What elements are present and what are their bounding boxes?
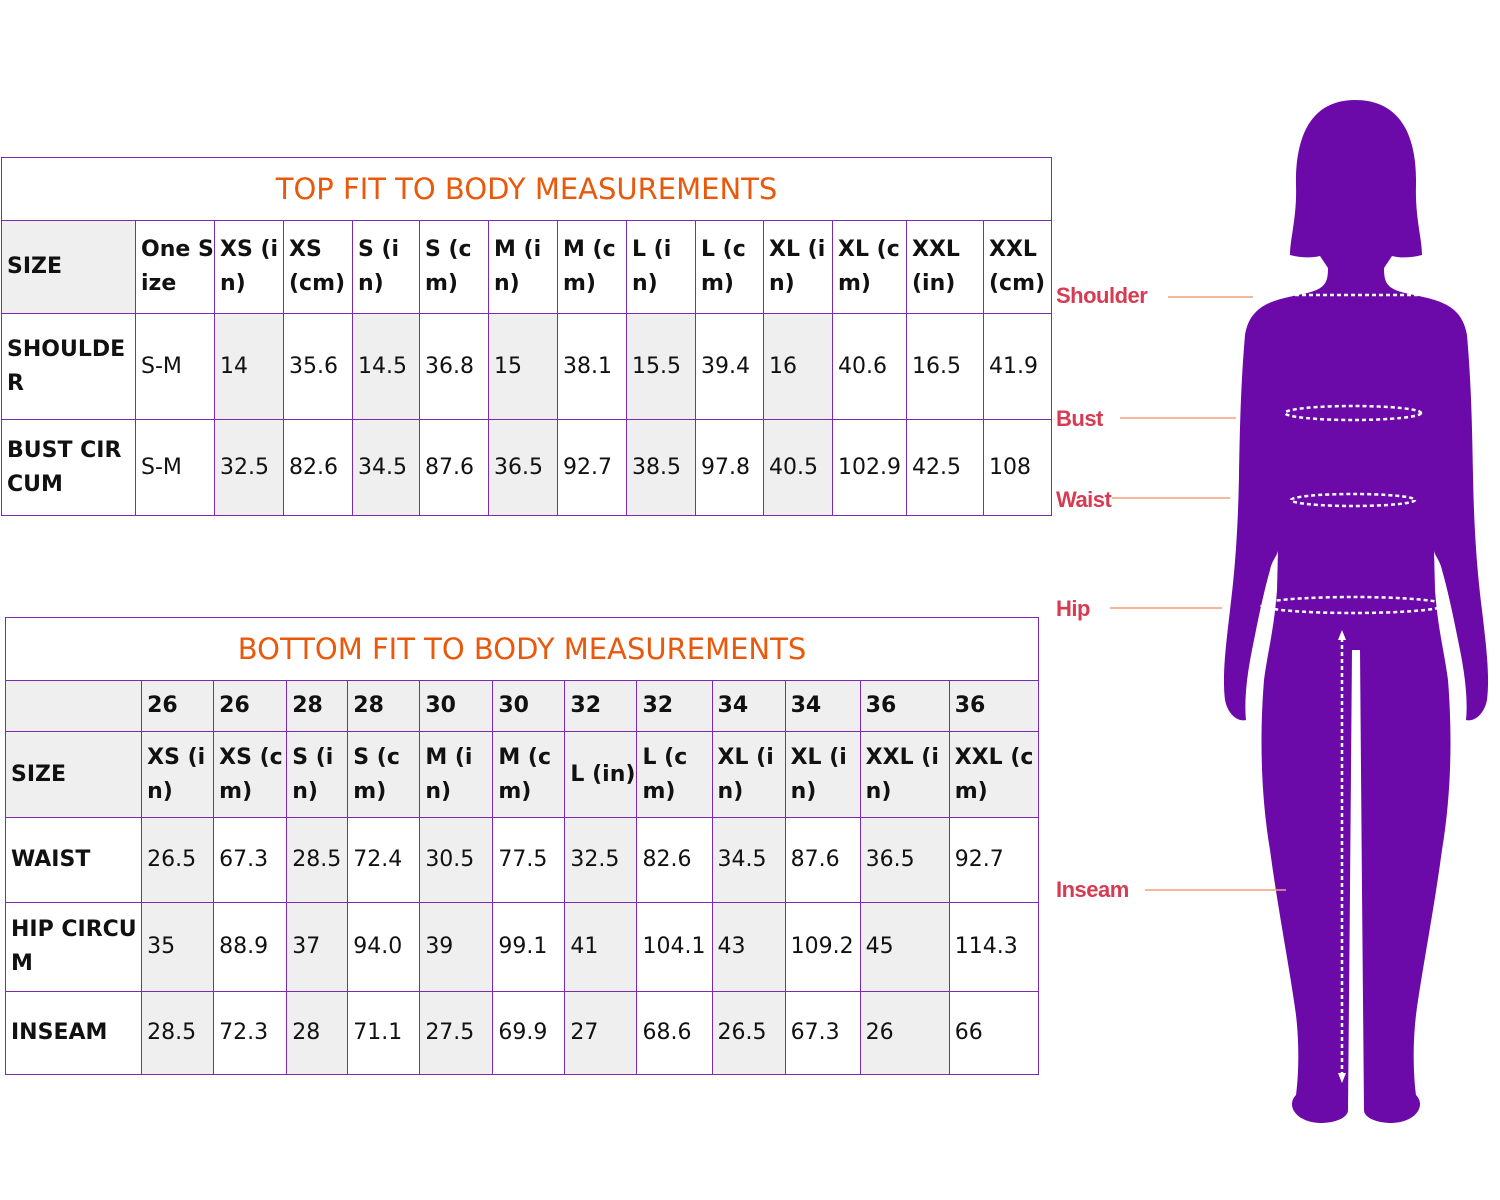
table-cell: 82.6 bbox=[637, 818, 712, 903]
waist-size-row bbox=[6, 681, 1039, 732]
header-cell: M (in) bbox=[489, 221, 558, 314]
table-cell: 32.5 bbox=[215, 420, 284, 516]
bottom-table-title: BOTTOM FIT TO BODY MEASUREMENTS bbox=[6, 618, 1039, 681]
header-cell: XXL (cm) bbox=[984, 221, 1052, 314]
table-cell: 26 bbox=[860, 992, 949, 1075]
table-cell: 27 bbox=[565, 992, 637, 1075]
female-body-silhouette-icon bbox=[1050, 90, 1500, 1140]
table-row bbox=[2, 420, 1052, 516]
table-cell: 88.9 bbox=[214, 903, 287, 992]
table-cell: 114.3 bbox=[949, 903, 1038, 992]
header-cell: 34 bbox=[785, 681, 860, 732]
header-cell: XXL (cm) bbox=[949, 732, 1038, 818]
waist-label: Waist bbox=[1056, 487, 1112, 512]
table-cell: 92.7 bbox=[558, 420, 627, 516]
top-fit-table bbox=[1, 157, 1052, 516]
top-header-row bbox=[2, 221, 1052, 314]
table-row bbox=[2, 314, 1052, 420]
table-cell: 14.5 bbox=[353, 314, 420, 420]
header-cell: 28 bbox=[287, 681, 348, 732]
table-cell: 34.5 bbox=[353, 420, 420, 516]
table-cell: 72.3 bbox=[214, 992, 287, 1075]
table-cell: 34.5 bbox=[712, 818, 785, 903]
row-label: SHOULDER bbox=[2, 314, 136, 420]
table-cell: 41 bbox=[565, 903, 637, 992]
table-cell: 26.5 bbox=[142, 818, 214, 903]
table-cell: 43 bbox=[712, 903, 785, 992]
header-cell: L (cm) bbox=[696, 221, 764, 314]
body-measurement-figure bbox=[1050, 90, 1500, 1140]
table-cell: 92.7 bbox=[949, 818, 1038, 903]
header-cell: L (in) bbox=[627, 221, 696, 314]
header-cell: 28 bbox=[348, 681, 420, 732]
table-row bbox=[6, 903, 1039, 992]
table-cell: 67.3 bbox=[214, 818, 287, 903]
table-cell: 14 bbox=[215, 314, 284, 420]
header-cell: XS (in) bbox=[215, 221, 284, 314]
table-cell: 82.6 bbox=[284, 420, 353, 516]
table-cell: 72.4 bbox=[348, 818, 420, 903]
inseam-label: Inseam bbox=[1056, 877, 1129, 902]
header-cell: SIZE bbox=[2, 221, 136, 314]
header-cell bbox=[6, 681, 142, 732]
header-cell: SIZE bbox=[6, 732, 142, 818]
table-cell: 68.6 bbox=[637, 992, 712, 1075]
header-cell: L (cm) bbox=[637, 732, 712, 818]
table-cell: 69.9 bbox=[493, 992, 565, 1075]
table-cell: 45 bbox=[860, 903, 949, 992]
header-cell: M (cm) bbox=[493, 732, 565, 818]
hip-label: Hip bbox=[1056, 596, 1090, 621]
header-cell: 36 bbox=[949, 681, 1038, 732]
table-cell: 35.6 bbox=[284, 314, 353, 420]
table-cell: 35 bbox=[142, 903, 214, 992]
header-cell: M (cm) bbox=[558, 221, 627, 314]
table-cell: 28.5 bbox=[142, 992, 214, 1075]
table-cell: 15 bbox=[489, 314, 558, 420]
row-label: BUST CIRCUM bbox=[2, 420, 136, 516]
bust-label: Bust bbox=[1056, 406, 1103, 431]
header-cell: L (in) bbox=[565, 732, 637, 818]
table-cell: 32.5 bbox=[565, 818, 637, 903]
header-cell: 30 bbox=[420, 681, 493, 732]
header-cell: M (in) bbox=[420, 732, 493, 818]
header-cell: XS (cm) bbox=[214, 732, 287, 818]
table-cell: 15.5 bbox=[627, 314, 696, 420]
table-cell: 40.6 bbox=[833, 314, 907, 420]
table-cell: 30.5 bbox=[420, 818, 493, 903]
table-cell: 38.1 bbox=[558, 314, 627, 420]
table-cell: 37 bbox=[287, 903, 348, 992]
header-cell: 26 bbox=[214, 681, 287, 732]
header-cell: S (in) bbox=[287, 732, 348, 818]
table-cell: 102.9 bbox=[833, 420, 907, 516]
top-table-title: TOP FIT TO BODY MEASUREMENTS bbox=[2, 158, 1052, 221]
table-cell: 16 bbox=[764, 314, 833, 420]
table-cell: 41.9 bbox=[984, 314, 1052, 420]
table-cell: 40.5 bbox=[764, 420, 833, 516]
header-cell: 36 bbox=[860, 681, 949, 732]
table-cell: 66 bbox=[949, 992, 1038, 1075]
bottom-fit-table bbox=[5, 617, 1039, 1075]
table-cell: 16.5 bbox=[907, 314, 984, 420]
table-cell: S-M bbox=[136, 420, 215, 516]
header-cell: XL (in) bbox=[764, 221, 833, 314]
row-label: INSEAM bbox=[6, 992, 142, 1075]
header-cell: XS (in) bbox=[142, 732, 214, 818]
bottom-header-row bbox=[6, 732, 1039, 818]
header-cell: 34 bbox=[712, 681, 785, 732]
table-cell: 42.5 bbox=[907, 420, 984, 516]
table-cell: 87.6 bbox=[420, 420, 489, 516]
header-cell: 32 bbox=[637, 681, 712, 732]
row-label: HIP CIRCUM bbox=[6, 903, 142, 992]
table-cell: 36.5 bbox=[489, 420, 558, 516]
header-cell: XL (in) bbox=[712, 732, 785, 818]
header-cell: S (in) bbox=[353, 221, 420, 314]
table-cell: 71.1 bbox=[348, 992, 420, 1075]
header-cell: XXL (in) bbox=[860, 732, 949, 818]
table-cell: 99.1 bbox=[493, 903, 565, 992]
header-cell: 30 bbox=[493, 681, 565, 732]
table-cell: 28.5 bbox=[287, 818, 348, 903]
table-cell: 39.4 bbox=[696, 314, 764, 420]
table-row bbox=[6, 818, 1039, 903]
header-cell: XS (cm) bbox=[284, 221, 353, 314]
header-cell: XL (cm) bbox=[833, 221, 907, 314]
header-cell: One Size bbox=[136, 221, 215, 314]
table-cell: 26.5 bbox=[712, 992, 785, 1075]
header-cell: S (cm) bbox=[420, 221, 489, 314]
shoulder-label: Shoulder bbox=[1056, 283, 1148, 308]
table-cell: 38.5 bbox=[627, 420, 696, 516]
table-cell: 28 bbox=[287, 992, 348, 1075]
row-label: WAIST bbox=[6, 818, 142, 903]
table-cell: 27.5 bbox=[420, 992, 493, 1075]
header-cell: XXL (in) bbox=[907, 221, 984, 314]
table-cell: 108 bbox=[984, 420, 1052, 516]
table-cell: 67.3 bbox=[785, 992, 860, 1075]
header-cell: 26 bbox=[142, 681, 214, 732]
table-cell: 94.0 bbox=[348, 903, 420, 992]
table-row bbox=[6, 992, 1039, 1075]
header-cell: S (cm) bbox=[348, 732, 420, 818]
table-cell: 97.8 bbox=[696, 420, 764, 516]
table-cell: 39 bbox=[420, 903, 493, 992]
table-cell: 77.5 bbox=[493, 818, 565, 903]
header-cell: XL (in) bbox=[785, 732, 860, 818]
header-cell: 32 bbox=[565, 681, 637, 732]
table-cell: 109.2 bbox=[785, 903, 860, 992]
table-cell: 87.6 bbox=[785, 818, 860, 903]
table-cell: 36.8 bbox=[420, 314, 489, 420]
table-cell: 104.1 bbox=[637, 903, 712, 992]
table-cell: S-M bbox=[136, 314, 215, 420]
table-cell: 36.5 bbox=[860, 818, 949, 903]
